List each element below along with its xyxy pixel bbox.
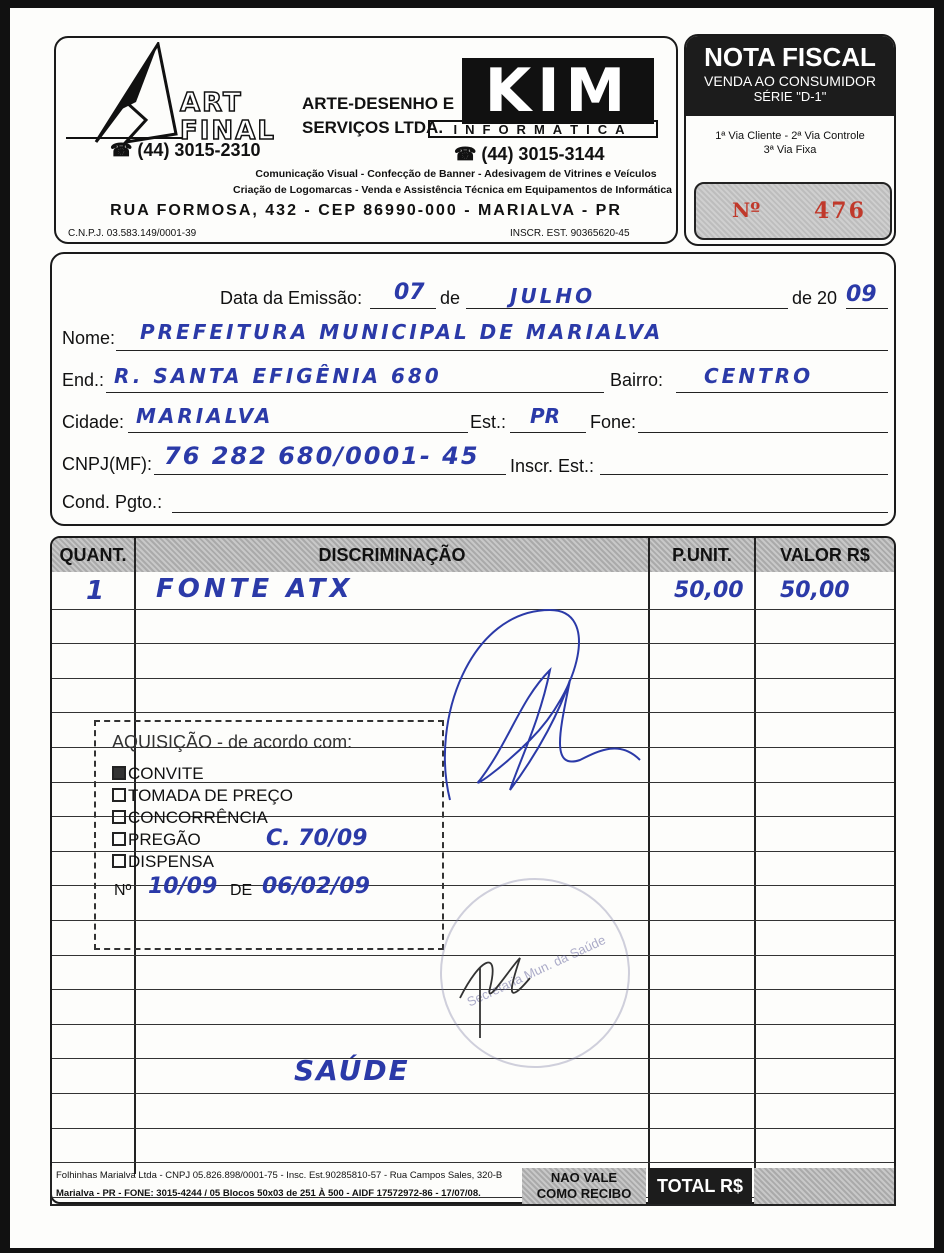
stamp-option-label: PREGÃO (128, 830, 201, 849)
date-month: JULHO (510, 284, 596, 308)
col-header-punit: P.UNIT. (650, 538, 754, 572)
col-header-valor: VALOR R$ (756, 538, 894, 572)
invoice-number-box (694, 182, 892, 240)
stamp-date-value: 06/02/09 (262, 874, 370, 899)
phone-left (110, 140, 261, 161)
phone-right (454, 144, 605, 165)
vias-line1: 1ª Via Cliente - 2ª Via Controle (715, 130, 865, 142)
end-value: R. SANTA EFIGÊNIA 680 (114, 364, 442, 388)
bairro-label: Bairro: (610, 370, 664, 390)
stamp-option-pregao (112, 830, 201, 850)
cnpj-line (154, 474, 506, 475)
date-year-line (846, 308, 888, 309)
cnpj-value: 76 282 680/0001- 45 (164, 442, 480, 470)
col-header-quant: QUANT. (52, 538, 134, 572)
checkbox-icon (112, 854, 126, 868)
end-line (106, 392, 604, 393)
date-day: 07 (394, 280, 425, 305)
stamp-option-label: DISPENSA (128, 852, 214, 871)
services-line2: Criação de Logomarcas - Venda e Assistência Técnica em Equipamentos de Informática (232, 184, 672, 196)
art-brand-line1: ART (180, 88, 243, 118)
cond-pgto-line (172, 512, 888, 513)
como-recibo-text: COMO RECIBO (536, 1186, 632, 1201)
art-brand-line2: FINAL (180, 116, 276, 146)
pregao-value: C. 70/09 (266, 826, 368, 851)
table-row (52, 1128, 894, 1129)
round-stamp-text: Secretaria Mun. da Saúde (464, 932, 608, 1010)
issuer-inscr: INSCR. EST. 90365620-45 (510, 228, 630, 239)
est-line (510, 432, 586, 433)
issuer-address: RUA FORMOSA, 432 - CEP 86990-000 - MARIALVA - PR (110, 202, 622, 219)
stamp-option-convite (112, 764, 204, 784)
table-row (52, 1058, 894, 1059)
number-label: Nº (732, 198, 761, 222)
est-label: Est.: (470, 412, 507, 432)
table-row (52, 1093, 894, 1094)
cnpj-label: CNPJ(MF): (62, 454, 152, 474)
nota-serie: SÉRIE "D-1" (753, 89, 827, 104)
total-value-box (754, 1168, 894, 1204)
stamp-option-concorrencia (112, 808, 268, 828)
phone-right-number: (44) 3015-3144 (481, 144, 605, 164)
fone-line (638, 432, 888, 433)
art-final-logo-icon (66, 42, 186, 152)
company-name-line2: SERVIÇOS LTDA. (302, 118, 444, 137)
cidade-line (128, 432, 468, 433)
vias-line2: 3ª Via Fixa (763, 144, 817, 156)
row1-desc: FONTE ATX (156, 574, 354, 604)
printer-info-line2: Marialva - PR - FONE: 3015-4244 / 05 Blocos 50x03 de 251 À 500 - AIDF 17572972-86 - 17/07/08. (56, 1188, 481, 1199)
kim-logo: KIM (462, 58, 654, 124)
stamp-option-dispensa (112, 852, 214, 872)
phone-icon: ☎ (110, 140, 138, 160)
phone-icon: ☎ (454, 144, 482, 164)
checkbox-icon (112, 810, 126, 824)
date-year-suffix: 09 (846, 282, 877, 307)
note-saude: SAÚDE (294, 1054, 410, 1087)
stamp-option-label: CONVITE (128, 764, 204, 783)
cidade-value: MARIALVA (136, 404, 274, 428)
signature-scribble (410, 600, 650, 830)
nota-subtitle: VENDA AO CONSUMIDOR (704, 73, 876, 89)
checkbox-checked-icon (112, 766, 126, 780)
acquisition-stamp (94, 720, 444, 950)
col-divider (754, 538, 756, 1174)
date-label: Data da Emissão: (220, 288, 363, 308)
stamp-no-label: Nº (114, 882, 132, 899)
company-name-line1: ARTE-DESENHO E (302, 94, 455, 113)
nota-title: NOTA FISCAL (704, 42, 876, 72)
row1-unit: 50,00 (674, 578, 744, 603)
invoice-page (10, 8, 934, 1248)
cidade-label: Cidade: (62, 412, 125, 432)
inscr-label: Inscr. Est.: (510, 456, 595, 476)
total-label: TOTAL R$ (648, 1168, 752, 1204)
stamp-signature-line (116, 920, 426, 921)
stamp-title: AQUISIÇÃO - de acordo com: (112, 732, 353, 752)
issuer-cnpj: C.N.P.J. 03.583.149/0001-39 (68, 228, 197, 239)
nome-line (116, 350, 888, 351)
inscr-line (600, 474, 888, 475)
stamp-option-label: CONCORRÊNCIA (128, 808, 268, 827)
bairro-line (676, 392, 888, 393)
fone-label: Fone: (590, 412, 637, 432)
date-year-prefix: de 20 (792, 288, 838, 308)
nome-label: Nome: (62, 328, 116, 348)
phone-left-number: (44) 3015-2310 (137, 140, 261, 160)
nao-vale-box (522, 1168, 646, 1204)
checkbox-icon (112, 832, 126, 846)
col-header-discriminacao: DISCRIMINAÇÃO (136, 538, 648, 572)
date-month-line (466, 308, 788, 309)
stamp-signature (450, 928, 550, 1038)
table-row (52, 1162, 894, 1163)
date-day-line (370, 308, 436, 309)
stamp-option-tomada (112, 786, 293, 806)
checkbox-icon (112, 788, 126, 802)
nota-fiscal-heading (686, 36, 894, 116)
nao-vale-text: NAO VALE (550, 1170, 618, 1185)
bairro-value: CENTRO (704, 364, 814, 388)
est-value: PR (530, 404, 561, 428)
customer-form-box (50, 252, 896, 526)
services-line1: Comunicação Visual - Confecção de Banner - Adesivagem de Vitrines e Veículos (255, 168, 657, 180)
nome-value: PREFEITURA MUNICIPAL DE MARIALVA (140, 320, 664, 344)
stamp-option-label: TOMADA DE PREÇO (128, 786, 293, 805)
row1-quant: 1 (86, 576, 105, 606)
stamp-no-value: 10/09 (148, 874, 218, 899)
cond-pgto-label: Cond. Pgto.: (62, 492, 163, 512)
date-de1: de (440, 288, 461, 308)
invoice-number: 476 (814, 198, 866, 224)
end-label: End.: (62, 370, 105, 390)
kim-subtitle: INFORMÁTICA (428, 120, 658, 138)
stamp-de-label: DE (230, 882, 253, 899)
printer-info-line1: Folhinhas Marialva Ltda - CNPJ 05.826.898/0001-75 - Insc. Est.90285810-57 - Rua Campos Sales, 320-B (56, 1170, 503, 1181)
row1-valor: 50,00 (780, 578, 850, 603)
